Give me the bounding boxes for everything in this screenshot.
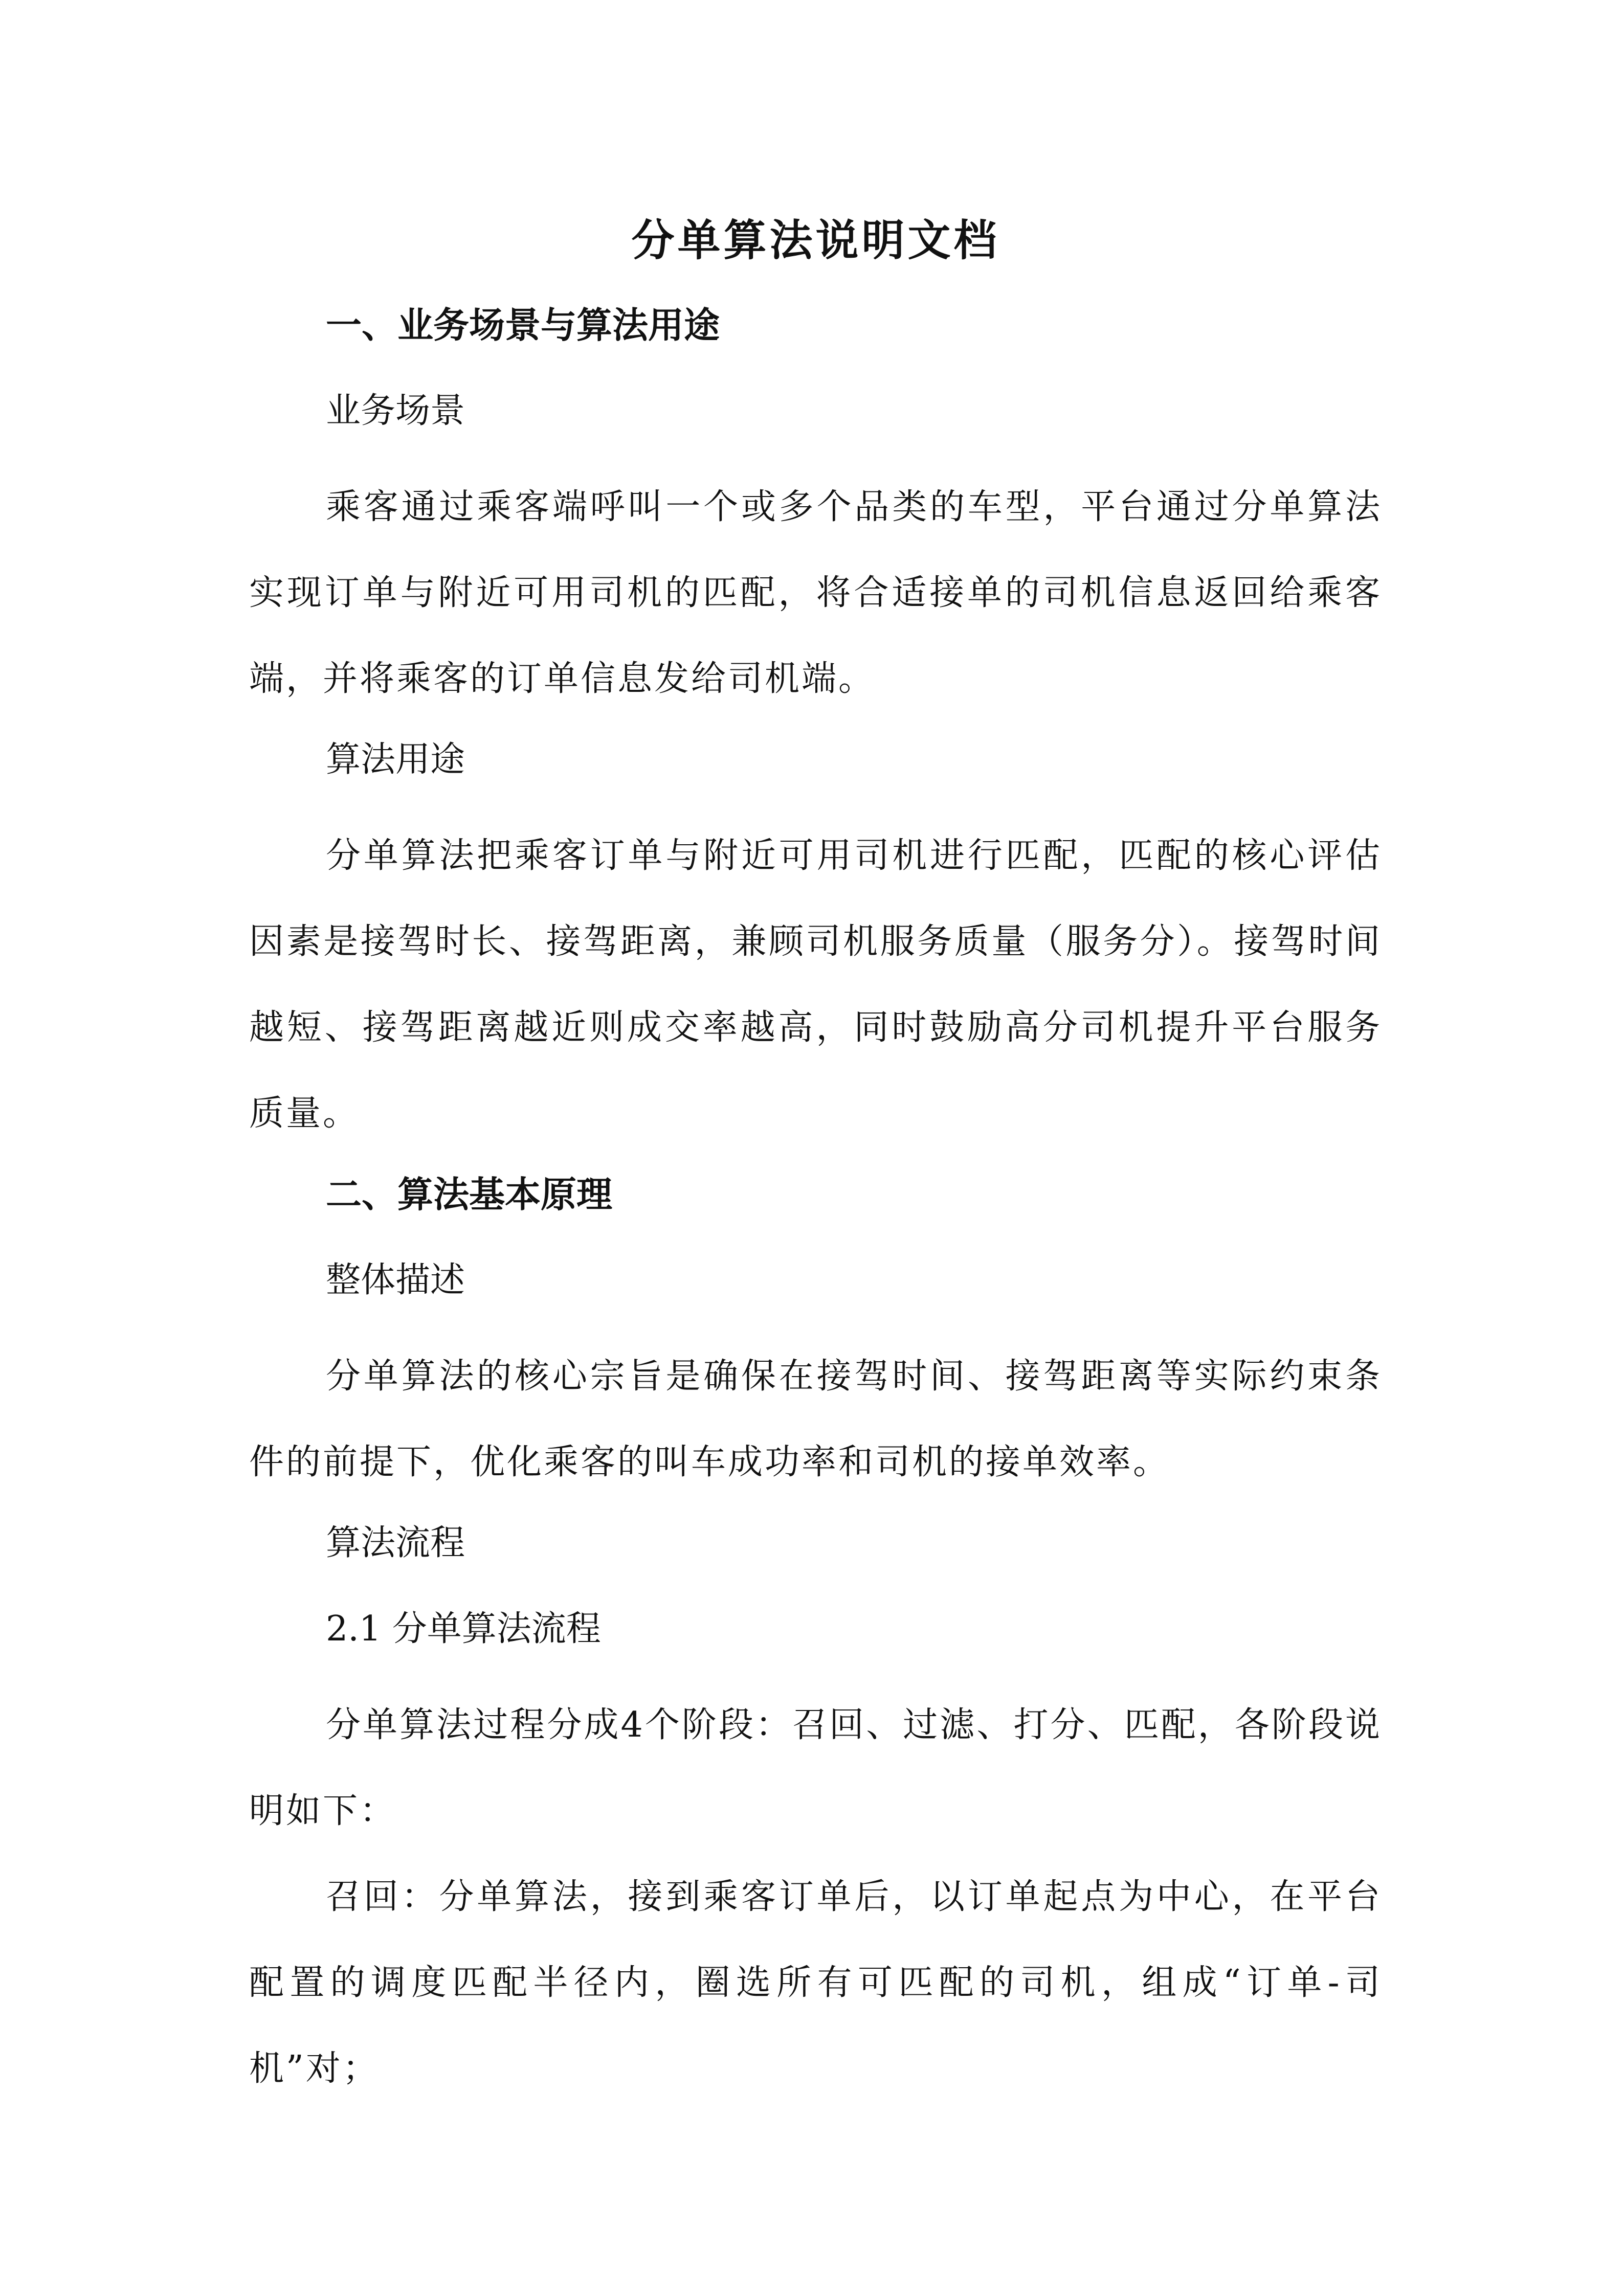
- subheading-algorithm-flow: 算法流程: [326, 1523, 465, 1563]
- paragraph-business-scenario: 乘客通过乘客端呼叫一个或多个品类的车型，平台通过分单算法实现订单与附近可用司机的匹配，将合适接单的司机信息返回给乘客端，并将乘客的订单信息发给司机端。: [249, 487, 1382, 699]
- paragraph-four-stages: 分单算法过程分成4个阶段：召回、过滤、打分、匹配，各阶段说明如下：: [249, 1705, 1383, 1831]
- document-body: [249, 205, 1382, 2112]
- subheading-dispatch-flow: 2.1 分单算法流程: [326, 1609, 601, 1649]
- paragraph-algorithm-purpose: 分单算法把乘客订单与附近可用司机进行匹配，匹配的核心评估因素是接驾时长、接驾距离，兼顾司机服务质量（服务分）。接驾时间越短、接驾距离越近则成交率越高，同时鼓励高分司机提升平台服务质量。: [249, 836, 1382, 1134]
- paragraph-recall-stage: 召回：分单算法，接到乘客订单后，以订单起点为中心，在平台配置的调度匹配半径内，圈选所有可匹配的司机，组成“订单-司机”对；: [249, 1877, 1382, 2089]
- subheading-overview: 整体描述: [326, 1260, 465, 1300]
- subheading-business-scenario: 业务场景: [326, 391, 465, 431]
- paragraph-overview: 分单算法的核心宗旨是确保在接驾时间、接驾距离等实际约束条件的前提下，优化乘客的叫车成功率和司机的接单效率。: [249, 1356, 1382, 1482]
- section-heading-1: 一、业务场景与算法用途: [326, 304, 720, 346]
- section-heading-2: 二、算法基本原理: [326, 1173, 612, 1215]
- subheading-algorithm-purpose: 算法用途: [326, 739, 465, 780]
- document-title: 分单算法说明文档: [631, 215, 1000, 265]
